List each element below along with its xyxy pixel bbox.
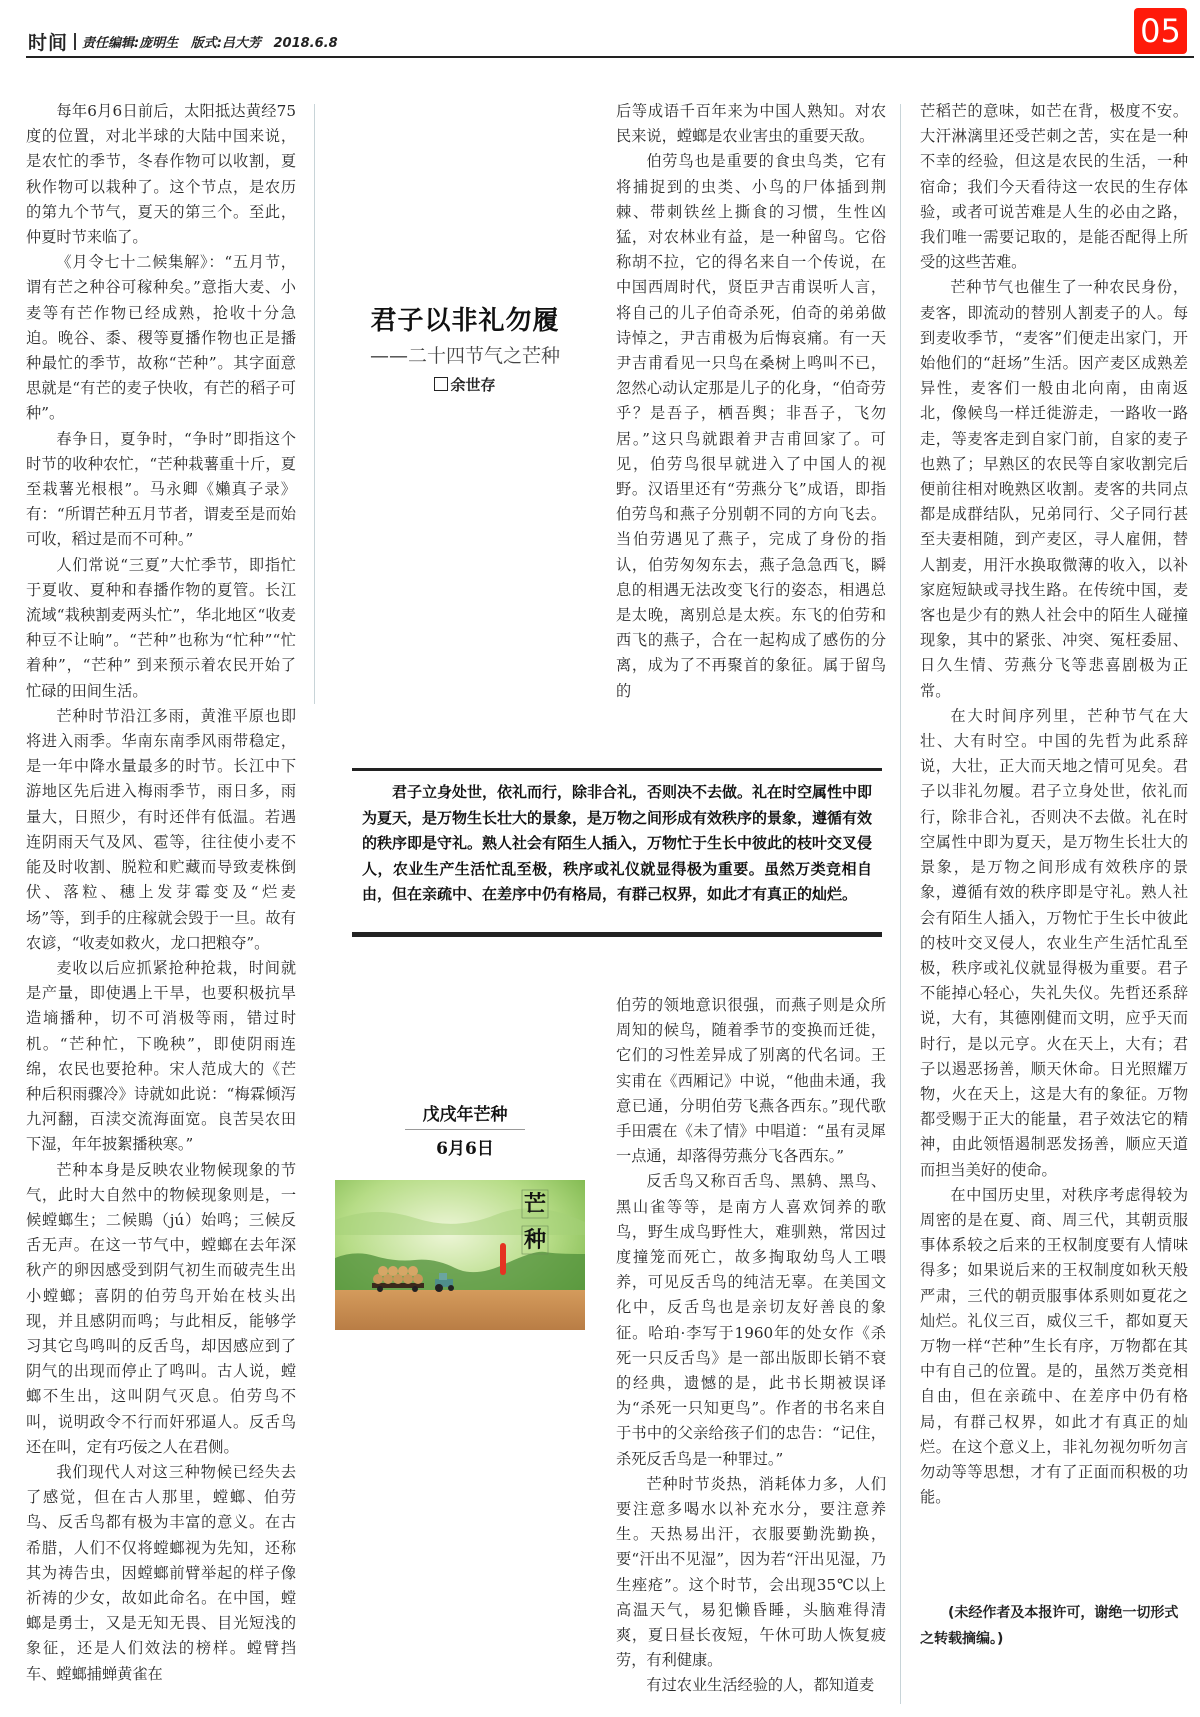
copyright-text: (未经作者及本报许可，谢绝一切形式之转载摘编。) — [920, 1605, 1179, 1647]
header-divider — [74, 33, 76, 50]
author-name: 余世存 — [450, 376, 496, 394]
copyright-notice — [920, 1600, 1188, 1652]
field — [335, 1290, 585, 1330]
paragraph: 伯劳的领地意识很强，而燕子则是众所周知的候鸟，随着季节的变换而迁徙，它们的习性差异成了别离的代名词。王实甫在《西厢记》中说，“他曲未通，我意已通，分明伯劳飞燕各西东。”现代歌手田震在《未了情》中唱道：“虽有灵犀一点通，却落得劳燕分飞各西东。” — [616, 996, 886, 1166]
paragraph: 反舌鸟又称百舌鸟、黑鸫、黑鸟、黑山雀等等，是南方人喜欢饲养的歌鸟，野生成鸟野性大，难驯熟，常因过度撞笼而死亡，故多掏取幼鸟人工喂养，可见反舌鸟的纯洁无辜。在美国文化中，反舌鸟也是亲切友好善良的象征。哈珀·李写于1960年的处女作《杀死一只反舌鸟》是一部出版即长销不衰的经典，遗憾的是，此书长期被误译为“杀死一只知更鸟”。作者的书名来自于书中的父亲给孩子们的忠告：“记住，杀死反舌鸟是一种罪过。” — [616, 1172, 886, 1468]
column-divider — [314, 104, 315, 704]
paragraph: 芒种时节沿江多雨，黄淮平原也即将进入雨季。华南东南季风雨带稳定，是一年中降水量最多的时节。长江中下游地区先后进入梅雨季节，雨日多，雨量大，日照少，有时还伴有低温。若遇连阴雨天气及风、雹等，往往使小麦不能及时收割、脱粒和贮藏而导致麦株倒伏、落粒、穗上发芽霉变及“烂麦场”等，到手的庄稼就会毁于一旦。故有农谚，“收麦如救火，龙口把粮夺”。 — [26, 706, 296, 952]
paragraph: 人们常说“三夏”大忙季节，即指忙于夏收、夏种和春播作物的夏管。长江流域“栽秧割麦两头忙”，华北地区“收麦种豆不让晌”。“芒种”也称为“忙种”“忙着种”，“芒种” 到来预示着农民开始了忙碌的田间生活。 — [26, 555, 296, 700]
article-subtitle: ——二十四节气之芒种 — [369, 345, 560, 367]
illustration-char-2: 种 — [523, 1227, 547, 1253]
article-title: 君子以非礼勿履 — [370, 306, 560, 336]
credits — [82, 32, 346, 51]
solar-term-year: 戊戌年芒种 — [405, 1100, 525, 1130]
pull-quote-rule-bottom — [352, 932, 882, 937]
red-seal — [500, 1243, 506, 1275]
paragraph: 芒稻芒的意味，如芒在背，极度不安。大汗淋漓里还受芒刺之苦，实在是一种不幸的经验，但这是农民的生活，一种宿命；我们今天看待这一农民的生存体验，或者可说苦难是人生的必由之路，我们唯一需要记取的，是能否配得上所受的这些苦难。 — [920, 102, 1188, 272]
section-name: 时间 — [28, 31, 69, 54]
paragraph: 春争日，夏争时，“争时”即指这个时节的收种农忙，“芒种栽薯重十斤，夏至栽薯光根根”。马永卿《嬾真子录》有：“所谓芒种五月节者，谓麦至是而始可收，稻过是而不可种。” — [26, 429, 296, 549]
issue-date: 2018.6.8 — [273, 35, 338, 51]
article-column-3-top — [616, 99, 886, 704]
paragraph: 芒种本身是反映农业物候现象的节气，此时大自然中的物候现象则是，一候螳螂生；二候鵙（jú）始鸣；三候反舌无声。在这一节气中，螳螂在去年深秋产的卵因感受到阴气初生而破壳生出小螳螂；喜阴的伯劳鸟开始在枝头出现，并且感阴而鸣；与此相反，能够学习其它鸟鸣叫的反舌鸟，却因感应到了阴气的出现而停止了鸣叫。古人说，螳螂不生出，这叫阴气灭息。伯劳鸟不叫，说明政令不行而奸邪逼人。反舌鸟还在叫，定有巧佞之人在君侧。 — [26, 1160, 296, 1456]
paragraph: 我们现代人对这三种物候已经失去了感觉，但在古人那里，螳螂、伯劳鸟、反舌鸟都有极为丰富的意义。在古希腊，人们不仅将螳螂视为先知，还称其为祷告虫，因螳螂前臂举起的样子像祈祷的少女，故如此命名。在中国，螳螂是勇士，又是无知无畏、目光短浅的象征，还是人们效法的榜样。螳臂挡车、螳螂捕蝉黄雀在 — [26, 1462, 296, 1683]
article-column-3-bottom — [616, 993, 886, 1699]
paragraph: 在中国历史里，对秩序考虑得较为周密的是在夏、商、周三代，其朝贡服事体系较之后来的王权制度要有人情味得多；如果说后来的王权制度如秋天般严肃，三代的朝贡服事体系则如夏花之灿烂。礼仪三百，威仪三千，都如夏天万物一样“芒种”生长有序，万物都在其中有自己的位置。是的，虽然万类竞相自由，但在亲疏中、在差序中仍有格局，有群己权界，如此才有真正的灿烂。在这个意义上，非礼勿视勿听勿言勿动等等思想，才有了正面而积极的功能。 — [920, 1185, 1188, 1507]
column-divider — [900, 104, 901, 1704]
pull-quote-rule-top — [352, 768, 882, 771]
article-column-4 — [920, 99, 1188, 1510]
page-number-badge: 05 — [1134, 8, 1187, 54]
solar-term-day: 6月6日 — [436, 1139, 494, 1159]
paragraph: 《月令七十二候集解》：“五月节，谓有芒之种谷可稼种矣。”意指大麦、小麦等有芒作物已经成熟，抢收十分急迫。晚谷、黍、稷等夏播作物也正是播种最忙的季节，故称“芒种”。其字面意思就是“有芒的麦子快收，有芒的稻子可种”。 — [26, 253, 296, 423]
layout-credit: 版式:吕大芳 — [190, 35, 261, 51]
paragraph: 有过农业生活经验的人，都知道麦 — [646, 1676, 875, 1695]
header-rule — [26, 56, 1194, 58]
paragraph: 伯劳鸟也是重要的食虫鸟类，它有将捕捉到的虫类、小鸟的尸体插到荆棘、带刺铁丝上撕食的习惯，生性凶猛，对农林业有益，是一种留鸟。它俗称胡不拉，它的得名来自一个传说，在中国西周时代，贤臣尹吉甫误听人言，将自己的儿子伯奇杀死，伯奇的弟弟做诗悼之，尹吉甫极为后悔哀痛。有一天尹吉甫看见一只鸟在桑树上鸣叫不已，忽然心动认定那是儿子的化身，“伯奇劳乎？是吾子，栖吾舆；非吾子，飞勿居。”这只鸟就跟着尹吉甫回家了。可见，伯劳鸟很早就进入了中国人的视野。汉语里还有“劳燕分飞”成语，即指伯劳鸟和燕子分别朝不同的方向飞去。当伯劳遇见了燕子，完成了身份的指认，伯劳匆匆东去，燕子急急西飞，瞬息的相遇无法改变飞行的姿态，相遇总是太晚，离别总是太疾。东飞的伯劳和西飞的燕子，合在一起构成了感伤的分离，成为了不再聚首的象征。属于留鸟的 — [616, 152, 886, 700]
masthead — [28, 28, 346, 54]
byline — [330, 374, 600, 395]
mangzhong-illustration — [335, 1180, 585, 1330]
pull-quote-text: 君子立身处世，依礼而行，除非合礼，否则决不去做。礼在时空属性中即为夏天，是万物生长壮大的景象，是万物之间形成有效秩序的景象，遵循有效的秩序即是守礼。熟人社会有陌生人插入，万物忙于生长中彼此的枝叶交叉侵人，农业生产生活忙乱至极，秩序或礼仪就显得极为重要。虽然万类竞相自由，但在亲疏中、在差序中仍有格局，有群己权界，如此才有真正的灿烂。 — [362, 783, 873, 903]
editor-credit: 责任编辑:庞明生 — [82, 35, 179, 51]
article-column-1 — [26, 99, 296, 1687]
paragraph: 芒种时节炎热，消耗体力多，人们要注意多喝水以补充水分，要注意养生。天热易出汗，衣服要勤洗勤换，要“汗出不见湿”，因为若“汗出见湿，乃生痤疮”。这个时节，会出现35℃以上高温天气，易犯懒昏睡，头脑难得清爽，夏日昼长夜短，午休可助人恢复疲劳，有利健康。 — [616, 1474, 886, 1670]
paragraph: 在大时间序列里，芒种节气在大壮、大有时空。中国的先哲为此系辞说，大壮，正大而天地之情可见矣。君子以非礼勿履。君子立身处世，依礼而行，除非合礼，否则决不去做。礼在时空属性中即为夏天，是万物生长壮大的景象，是万物之间形成有效秩序的景象，遵循有效的秩序即是守礼。熟人社会有陌生人插入，万物忙于生长中彼此的枝叶交叉侵人，农业生产生活忙乱至极，秩序或礼仪就显得极为重要。君子不能掉心轻心，失礼失仪。先哲还系辞说，大有，其德刚健而文明，应乎天而时行，是以元亨。火在天上，大有；君子以遏恶扬善，顺天休命。日光照耀万物，火在天上，这是大有的象征。万物都受赐于正大的能量，君子效法它的精神，由此领悟遏制恶发扬善，顺应天道而担当美好的使命。 — [920, 706, 1188, 1179]
paragraph: 每年6月6日前后，太阳抵达黄经75度的位置，对北半球的大陆中国来说，是农忙的季节，冬春作物可以收割，夏秋作物可以栽种了。这个节点，是农历的第九个节气，夏天的第三个。至此，仲夏时节来临了。 — [26, 102, 296, 247]
paragraph: 后等成语千百年来为中国人熟知。对农民来说，螳螂是农业害虫的重要天敌。 — [616, 102, 886, 146]
solar-term-date — [405, 1100, 525, 1159]
illustration-char-1: 芒 — [523, 1191, 547, 1217]
illustration-graphic — [335, 1180, 585, 1330]
pull-quote — [362, 780, 872, 908]
byline-box-icon — [434, 377, 448, 391]
article-header — [330, 300, 600, 395]
paragraph: 麦收以后应抓紧抢种抢栽，时间就是产量，即使遇上干旱，也要积极抗旱造墒播种，切不可消极等雨，错过时机。“芒种忙，下晚秧”，即使阴雨连绵，农民也要抢种。宋人范成大的《芒种后积雨骤冷》诗就如此说：“梅霖倾泻九河翻，百渎交流海面宽。良苦吴农田下湿，年年披絮播秧寒。” — [26, 958, 296, 1154]
paragraph: 芒种节气也催生了一种农民身份，麦客，即流动的替别人割麦子的人。每到麦收季节，“麦客”们便走出家门，开始他们的“赶场”生活。因产麦区成熟差异性，麦客们一般由北向南，由南返北，像候鸟一样迁徙游走，一路收一路走，等麦客走到自家门前，自家的麦子也熟了；早熟区的农民等自家收割完后便前往相对晚熟区收割。麦客的共同点都是成群结队，兄弟同行、父子同行甚至夫妻相随，到产麦区，寻人雇佣，替人割麦，用汗水换取微薄的收入，以补家庭短缺或寻找生路。在传统中国，麦客也是少有的熟人社会中的陌生人碰撞现象，其中的紧张、冲突、冤枉委屈、日久生情、劳燕分飞等悲喜剧极为正常。 — [920, 278, 1188, 700]
